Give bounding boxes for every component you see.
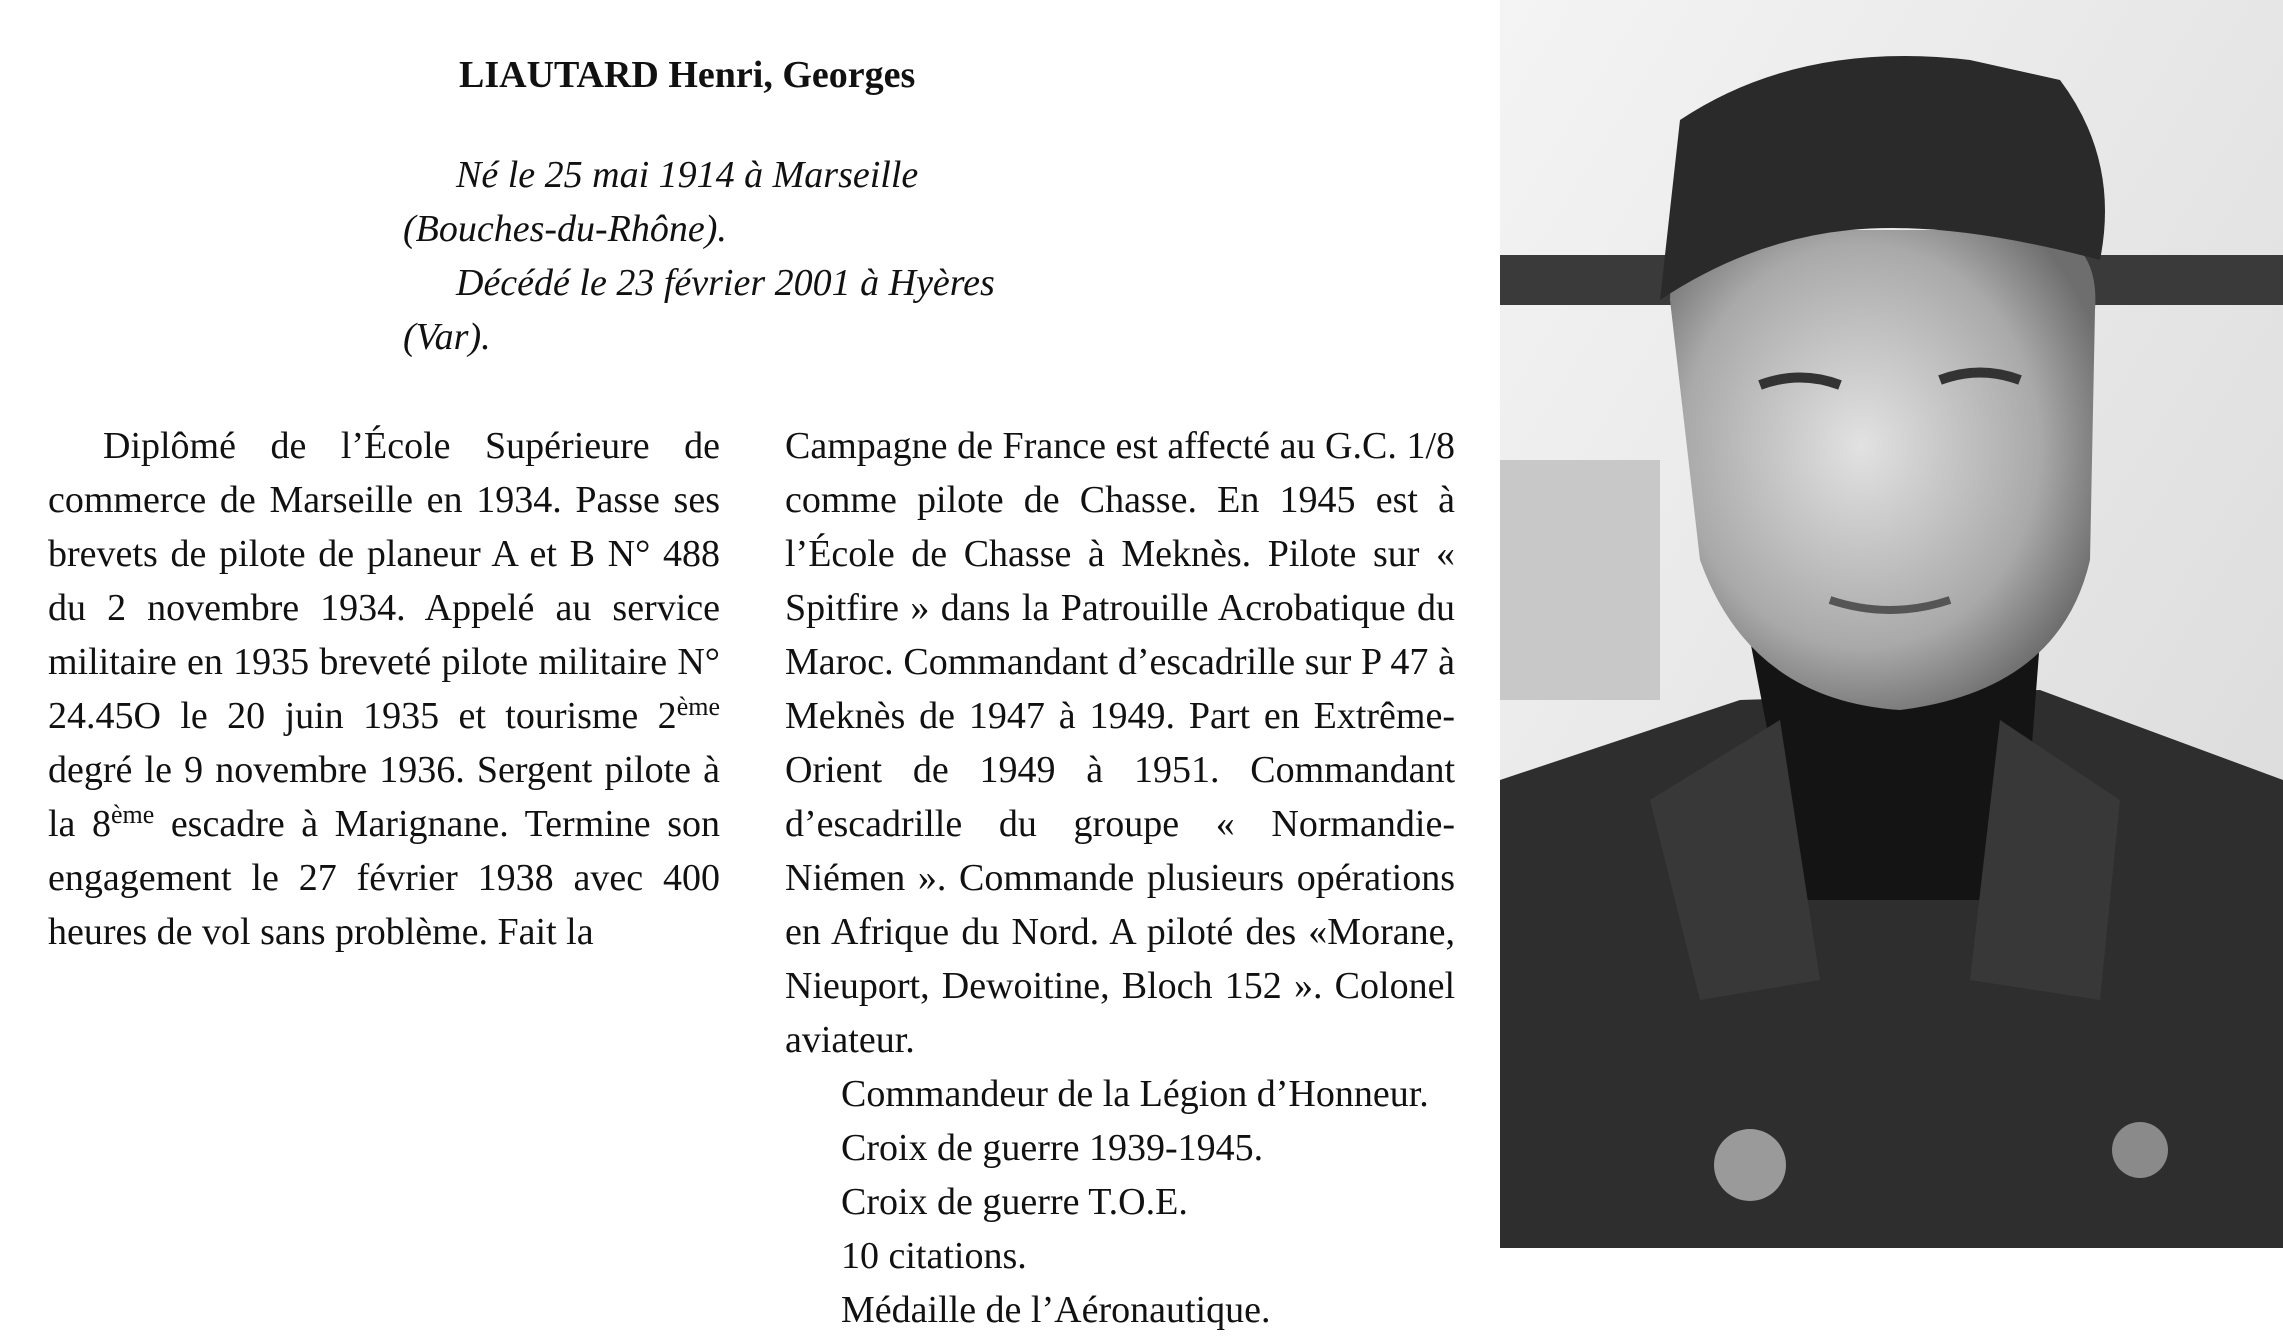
biography-paragraph <box>48 419 720 959</box>
portrait-illustration <box>1500 0 2283 1248</box>
award-item: 10 citations. <box>841 1235 1027 1277</box>
birth-line: Né le 25 mai 1914 à Marseille <box>456 154 919 196</box>
body-text-column-right <box>785 419 1455 1337</box>
award-item: Commandeur de la Légion d’Honneur. <box>841 1073 1429 1115</box>
biography-part-a: Diplômé de l’École Supérieure de commerce de Marseille en 1934. Passe ses brevets de pilote de planeur A et B N° 488 du 2 novembre 1934. Appelé au service militaire en 1935 breveté pilote militaire N° 24.45O le 20 juin 1935 et tourisme 2 <box>48 425 720 737</box>
body-text-column-left <box>48 419 720 959</box>
death-line: Décédé le 23 février 2001 à Hyères <box>456 262 995 304</box>
award-item: Croix de guerre 1939-1945. <box>841 1127 1264 1169</box>
portrait-photo <box>1500 0 2283 1248</box>
page-title: LIAUTARD Henri, Georges <box>459 54 916 96</box>
superscript-1: ème <box>676 692 720 721</box>
biography-paragraph-continued: Campagne de France est affecté au G.C. 1/8 comme pilote de Chasse. En 1945 est à l’École de Chasse à Meknès. Pilote sur « Spitfire » dans la Patrouille Acrobatique du Maroc. Commandant d’escadrille sur P 47 à Meknès de 1947 à 1949. Part en Extrême-Orient de 1949 à 1951. Commandant d’escadrille du groupe « Normandie-Niémen ». Commande plusieurs opérations en Afrique du Nord. A piloté des «Morane, Nieuport, Dewoitine, Bloch 152 ». Colonel aviateur. <box>785 425 1455 1061</box>
award-item: Croix de guerre T.O.E. <box>841 1181 1188 1223</box>
biography-continuation <box>785 419 1455 1067</box>
birth-place-line: (Bouches-du-Rhône). <box>403 208 727 250</box>
awards-list <box>785 1067 1455 1337</box>
award-item: Médaille de l’Aéronautique. <box>841 1289 1271 1331</box>
biography-part-b: degré le 9 novembre 1936. Sergent pilote à la 8 <box>48 749 720 845</box>
death-place-line: (Var). <box>403 316 491 358</box>
biography-part-c: escadre à Marignane. Termine son engagement le 27 février 1938 avec 400 heures de vol sans problème. Fait la <box>48 803 720 953</box>
superscript-2: ème <box>110 800 155 829</box>
biographical-dates <box>403 148 1075 364</box>
